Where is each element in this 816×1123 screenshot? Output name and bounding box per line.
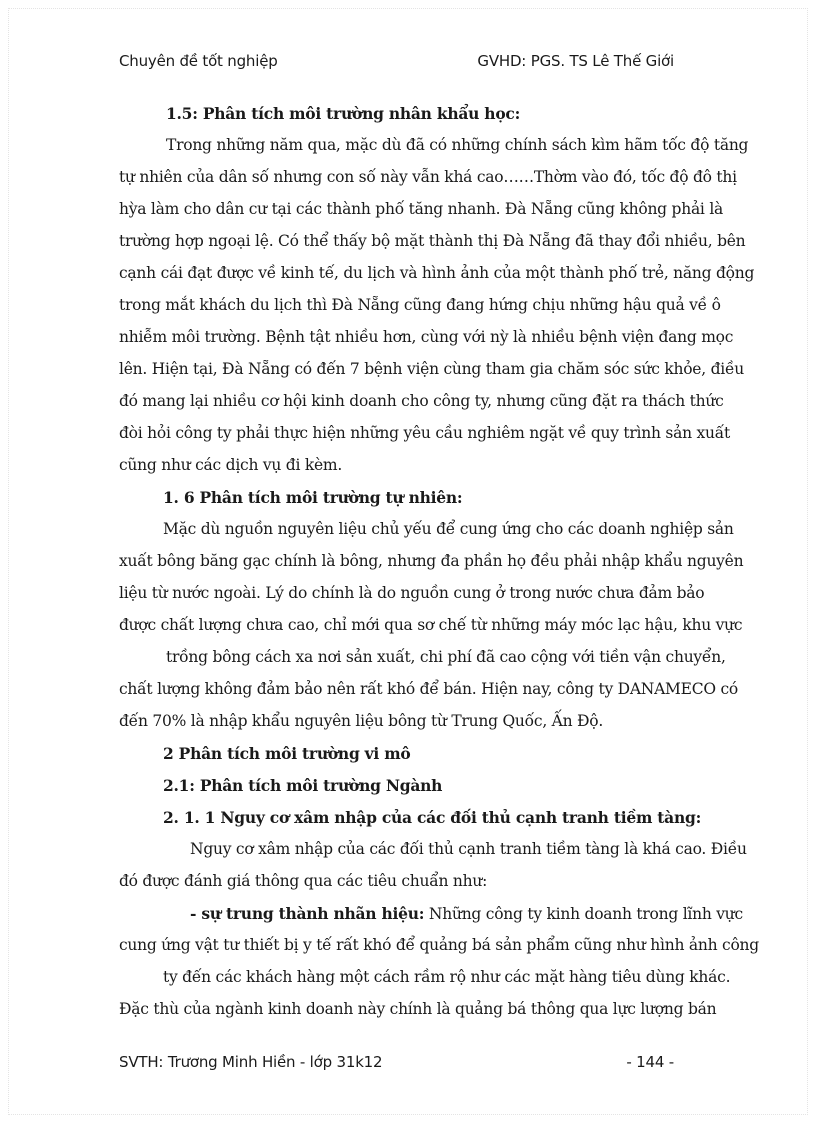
paragraph-line: đó mang lại nhiều cơ hội kinh doanh cho công ty, nhưng cũng đặt ra thách thức xyxy=(119,392,724,410)
paragraph-line: hỳa làm cho dân cư tại các thành phố tăng nhanh. Đà Nẵng cũng không phải là xyxy=(119,200,724,218)
bullet-text: Những công ty kinh doanh trong lĩnh vực xyxy=(424,905,743,923)
footer-left: SVTH: Trương Minh Hiền - lớp 31k12 xyxy=(119,1053,383,1071)
paragraph-line: đó được đánh giá thông qua các tiêu chuẩn như: xyxy=(119,872,488,890)
paragraph-line: chất lượng không đảm bảo nên rất khó để bán. Hiện nay, công ty DANAMECO có xyxy=(119,680,738,698)
paragraph-line: tự nhiên của dân số nhưng con số này vẫn khá cao……Thờm vào đó, tốc độ đô thị xyxy=(119,168,737,186)
heading-2-1: 2.1: Phân tích môi trường Ngành xyxy=(163,776,443,795)
paragraph-line: cung ứng vật tư thiết bị y tế rất khó để quảng bá sản phẩm cũng như hình ảnh công xyxy=(119,936,759,954)
paragraph-line: Nguy cơ xâm nhập của các đối thủ cạnh tranh tiềm tàng là khá cao. Điều xyxy=(190,840,747,858)
paragraph-line: Mặc dù nguồn nguyên liệu chủ yếu để cung ứng cho các doanh nghiệp sản xyxy=(163,520,734,538)
header-right: GVHD: PGS. TS Lê Thế Giới xyxy=(477,52,674,70)
page-footer xyxy=(119,1053,674,1075)
bullet-label: - sự trung thành nhãn hiệu: xyxy=(190,904,425,923)
paragraph-line: Đặc thù của ngành kinh doanh này chính là quảng bá thông qua lực lượng bán xyxy=(119,1000,717,1018)
heading-1-6: 1. 6 Phân tích môi trường tự nhiên: xyxy=(163,488,463,507)
paragraph-line: nhiễm môi trường. Bệnh tật nhiều hơn, cùng với nỳ là nhiều bệnh viện đang mọc xyxy=(119,328,734,346)
paragraph-line: lên. Hiện tại, Đà Nẵng có đến 7 bệnh viện cùng tham gia chăm sóc sức khỏe, điều xyxy=(119,360,744,378)
paragraph-line: xuất bông băng gạc chính là bông, nhưng đa phần họ đều phải nhập khẩu nguyên xyxy=(119,552,744,570)
paragraph-line: đến 70% là nhập khẩu nguyên liệu bông từ Trung Quốc, Ấn Độ. xyxy=(119,712,604,730)
paragraph-line: trồng bông cách xa nơi sản xuất, chi phí đã cao cộng với tiền vận chuyển, xyxy=(166,648,726,666)
paragraph-line: liệu từ nước ngoài. Lý do chính là do nguồn cung ở trong nước chưa đảm bảo xyxy=(119,584,705,602)
paragraph-line: ty đến các khách hàng một cách rầm rộ như các mặt hàng tiêu dùng khác. xyxy=(163,968,731,986)
header-left: Chuyên đề tốt nghiệp xyxy=(119,52,278,70)
paragraph-line: trong mắt khách du lịch thì Đà Nẵng cũng đang hứng chịu những hậu quả về ô xyxy=(119,296,721,314)
heading-2-1-1: 2. 1. 1 Nguy cơ xâm nhập của các đối thủ cạnh tranh tiềm tàng: xyxy=(163,808,702,827)
page-header xyxy=(119,52,674,74)
paragraph-line: cạnh cái đạt được về kinh tế, du lịch và hình ảnh của một thành phố trẻ, năng động xyxy=(119,264,755,282)
paragraph-line: trường hợp ngoại lệ. Có thể thấy bộ mặt thành thị Đà Nẵng đã thay đổi nhiều, bên xyxy=(119,232,746,250)
paragraph-line: đòi hỏi công ty phải thực hiện những yêu cầu nghiêm ngặt về quy trình sản xuất xyxy=(119,424,730,442)
bullet-line xyxy=(190,904,743,923)
paragraph-line: Trong những năm qua, mặc dù đã có những chính sách kìm hãm tốc độ tăng xyxy=(166,136,749,154)
paragraph-line: được chất lượng chưa cao, chỉ mới qua sơ chế từ những máy móc lạc hậu, khu vực xyxy=(119,616,743,634)
page-number: - 144 - xyxy=(626,1053,674,1071)
heading-2: 2 Phân tích môi trường vi mô xyxy=(163,744,411,763)
heading-1-5: 1.5: Phân tích môi trường nhân khẩu học: xyxy=(166,104,521,123)
paragraph-line: cũng như các dịch vụ đi kèm. xyxy=(119,456,343,474)
